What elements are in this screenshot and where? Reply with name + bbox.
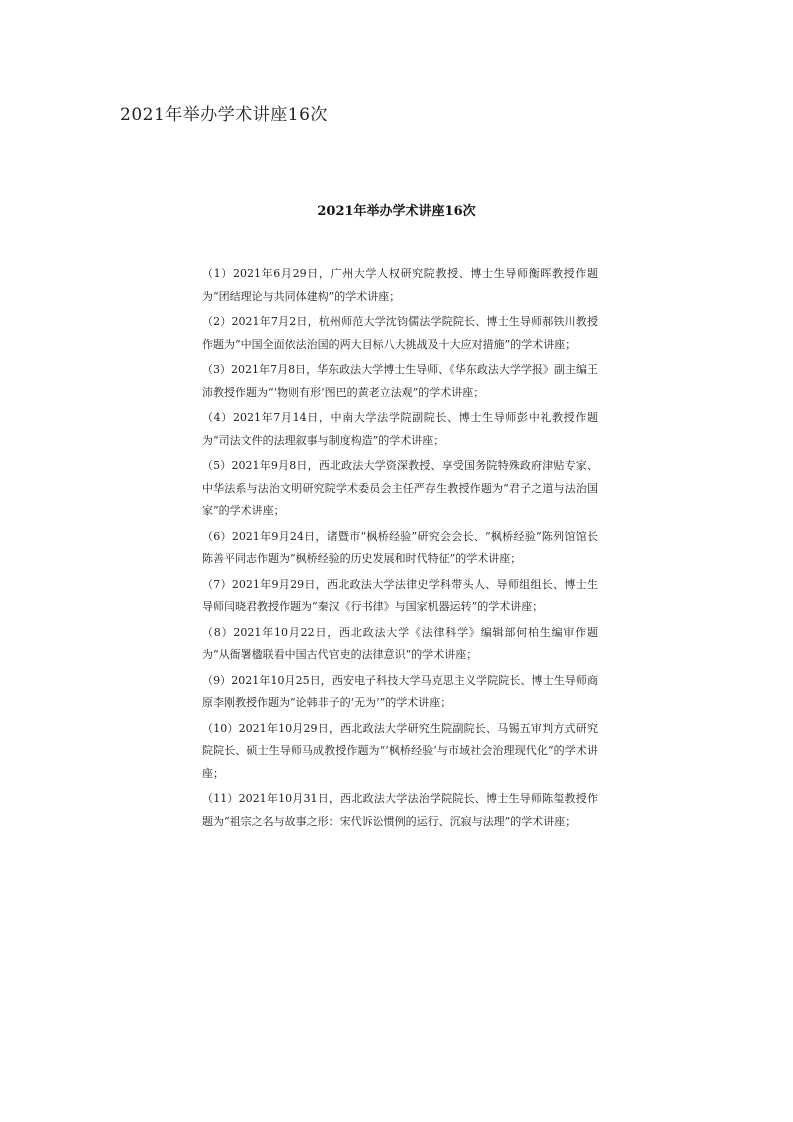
lecture-entry-11: （11）2021年10月31日，西北政法大学法治学院院长、博士生导师陈玺教授作题为“祖宗之名与故事之形：宋代诉讼惯例的运行、沉寂与法理”的学术讲座； xyxy=(202,792,598,828)
lecture-entry-10: （10）2021年10月29日，西北政法大学研究生院副院长、马锡五审判方式研究院院长、硕士生导师马成教授作题为“‘枫桥经验’与市域社会治理现代化”的学术讲座； xyxy=(202,721,598,780)
lecture-entry-7: （7）2021年9月29日，西北政法大学法律史学科带头人、导师组组长、博士生导师闫晓君教授作题为“秦汉《行书律》与国家机器运转”的学术讲座； xyxy=(202,577,598,613)
lecture-entry-6: （6）2021年9月24日，诸暨市“枫桥经验”研究会会长、“枫桥经验”陈列馆馆长陈善平同志作题为“枫桥经验的历史发展和时代特征”的学术讲座； xyxy=(202,529,598,565)
document-title: 2021年举办学术讲座16次 xyxy=(317,204,476,219)
lecture-entry-3: （3）2021年7月8日，华东政法大学博士生导师、《华东政法大学学报》副主编王沛教授作题为“‘物则有形’图巴的黄老立法观”的学术讲座； xyxy=(202,363,598,399)
lecture-entry-1: （1）2021年6月29日，广州大学人权研究院教授、博士生导师衡晖教授作题为“团结理论与共同体建构”的学术讲座； xyxy=(202,267,598,303)
lecture-entry-9: （9）2021年10月25日，西安电子科技大学马克思主义学院院长、博士生导师商原李刚教授作题为“论韩非子的‘无为’”的学术讲座； xyxy=(202,673,598,709)
lecture-entry-2: （2）2021年7月2日，杭州师范大学沈钧儒法学院院长、博士生导师郝铁川教授作题为“中国全面依法治国的两大目标八大挑战及十大应对措施”的学术讲座； xyxy=(202,315,598,351)
page-heading: 2021年举办学术讲座16次 xyxy=(120,105,328,125)
lecture-entry-5: （5）2021年9月8日，西北政法大学资深教授、享受国务院特殊政府津贴专家、中华法系与法治文明研究院学术委员会主任严存生教授作题为“君子之道与法治国家”的学术讲座； xyxy=(202,459,598,517)
lecture-entry-8: （8）2021年10月22日，西北政法大学《法律科学》编辑部何柏生编审作题为“从衙署楹联看中国古代官吏的法律意识”的学术讲座； xyxy=(202,625,598,661)
lecture-list xyxy=(202,263,598,836)
lecture-entry-4: （4）2021年7月14日，中南大学法学院副院长、博士生导师彭中礼教授作题为“司法文件的法理叙事与制度构造”的学术讲座； xyxy=(202,411,598,447)
